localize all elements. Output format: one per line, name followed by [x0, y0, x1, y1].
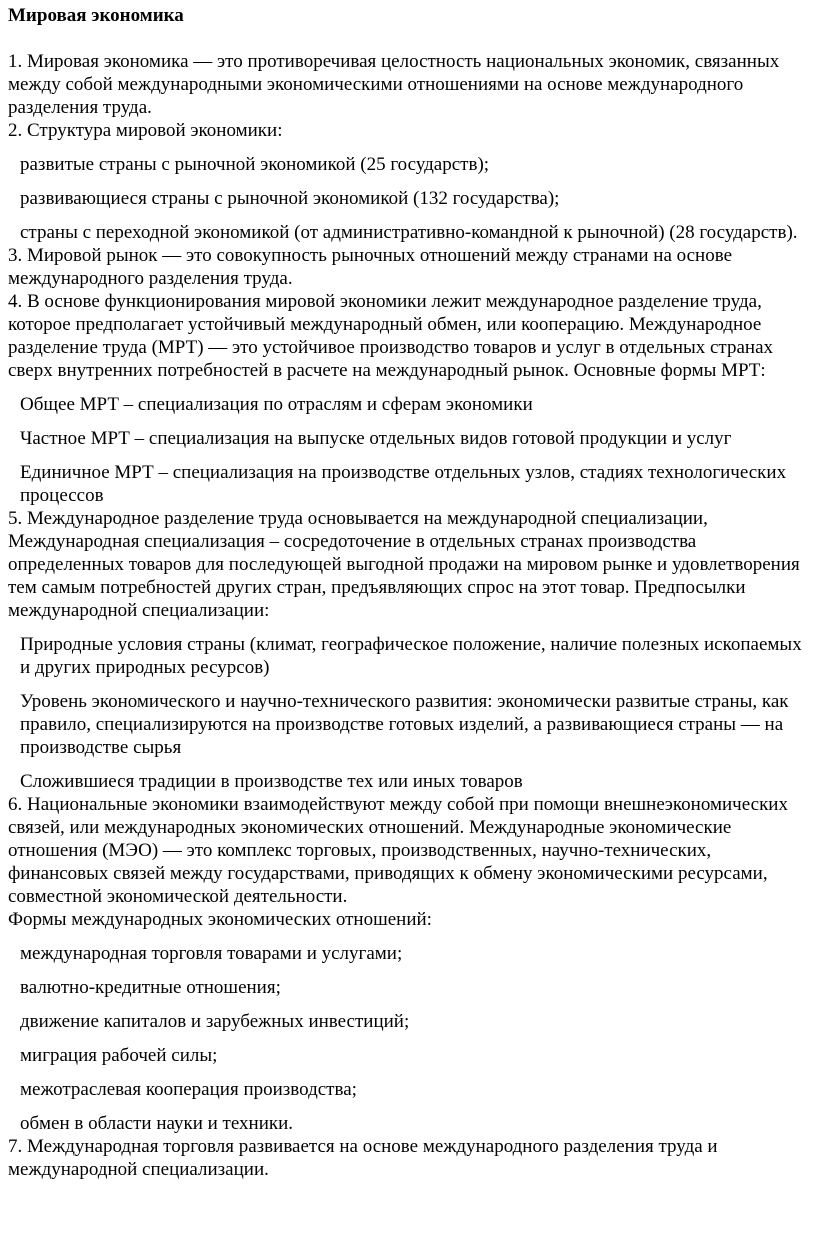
meo-form-migration: миграция рабочей силы; — [20, 1045, 218, 1066]
structure-item-developing: развивающиеся страны с рыночной экономикой (132 государства); — [20, 188, 560, 209]
paragraph-4: 4. В основе функционирования мировой экономики лежит международное разделение труда, которое предполагает устойчивый международный обмен, или кооперацию. Международное разделение труда (МРТ) — это устойчивое производство товаров и услуг в отдельных странах сверх внутренних потребностей в расчете на международный рынок. Основные формы МРТ: — [8, 291, 774, 381]
meo-form-currency: валютно-кредитные отношения; — [20, 977, 281, 998]
specialization-prereq-level: Уровень экономического и научно-технического развития: экономически развитые страны, как правило, специализируются на производстве готовых изделий, а развивающиеся страны — на производстве сырья — [20, 691, 789, 758]
structure-item-developed: развитые страны с рыночной экономикой (25 государств); — [20, 154, 490, 175]
meo-form-capital: движение капиталов и зарубежных инвестиций; — [20, 1011, 410, 1032]
mrt-form-private: Частное МРТ – специализация на выпуске отдельных видов готовой продукции и услуг — [20, 428, 732, 449]
meo-forms-heading: Формы международных экономических отношений: — [8, 909, 432, 930]
mrt-form-general: Общее МРТ – специализация по отраслям и сферам экономики — [20, 394, 533, 415]
document-title: Мировая экономика — [8, 5, 184, 26]
paragraph-7: 7. Международная торговля развивается на основе международного разделения труда и международной специализации. — [8, 1136, 718, 1180]
specialization-prereq-natural: Природные условия страны (климат, географическое положение, наличие полезных ископаемых и других природных ресурсов) — [20, 634, 802, 678]
mrt-form-single: Единичное МРТ – специализация на производстве отдельных узлов, стадиях технологических процессов — [20, 462, 787, 506]
paragraph-1: 1. Мировая экономика — это противоречивая целостность национальных экономик, связанных между собой международными экономическими отношениями на основе международного разделения труда. — [8, 51, 780, 118]
meo-form-cooperation: межотраслевая кооперация производства; — [20, 1079, 357, 1100]
paragraph-2-heading: 2. Структура мировой экономики: — [8, 120, 283, 141]
meo-form-science: обмен в области науки и техники. — [20, 1113, 294, 1134]
structure-item-transition: страны с переходной экономикой (от административно-командной к рыночной) (28 государств). — [20, 222, 798, 243]
specialization-prereq-traditions: Сложившиеся традиции в производстве тех или иных товаров — [20, 771, 523, 792]
paragraph-5: 5. Международное разделение труда основывается на международной специализации, Международная специализация – сосредоточение в отдельных странах производства определенных товаров для последующей выгодной продажи на мировом рынке и удовлетворения тем самым потребностей других стран, предъявляющих спрос на этот товар. Предпосылки международной специализации: — [8, 508, 800, 621]
paragraph-6: 6. Национальные экономики взаимодействуют между собой при помощи внешнеэкономических связей, или международных экономических отношений. Международные экономические отношения (МЭО) — это комплекс торговых, производственных, научно-технических, финансовых связей между государствами, приводящих к обмену экономическими ресурсами, совместной экономической деятельности. — [8, 794, 788, 907]
meo-form-trade: международная торговля товарами и услугами; — [20, 943, 403, 964]
paragraph-3: 3. Мировой рынок — это совокупность рыночных отношений между странами на основе международного разделения труда. — [8, 245, 733, 289]
